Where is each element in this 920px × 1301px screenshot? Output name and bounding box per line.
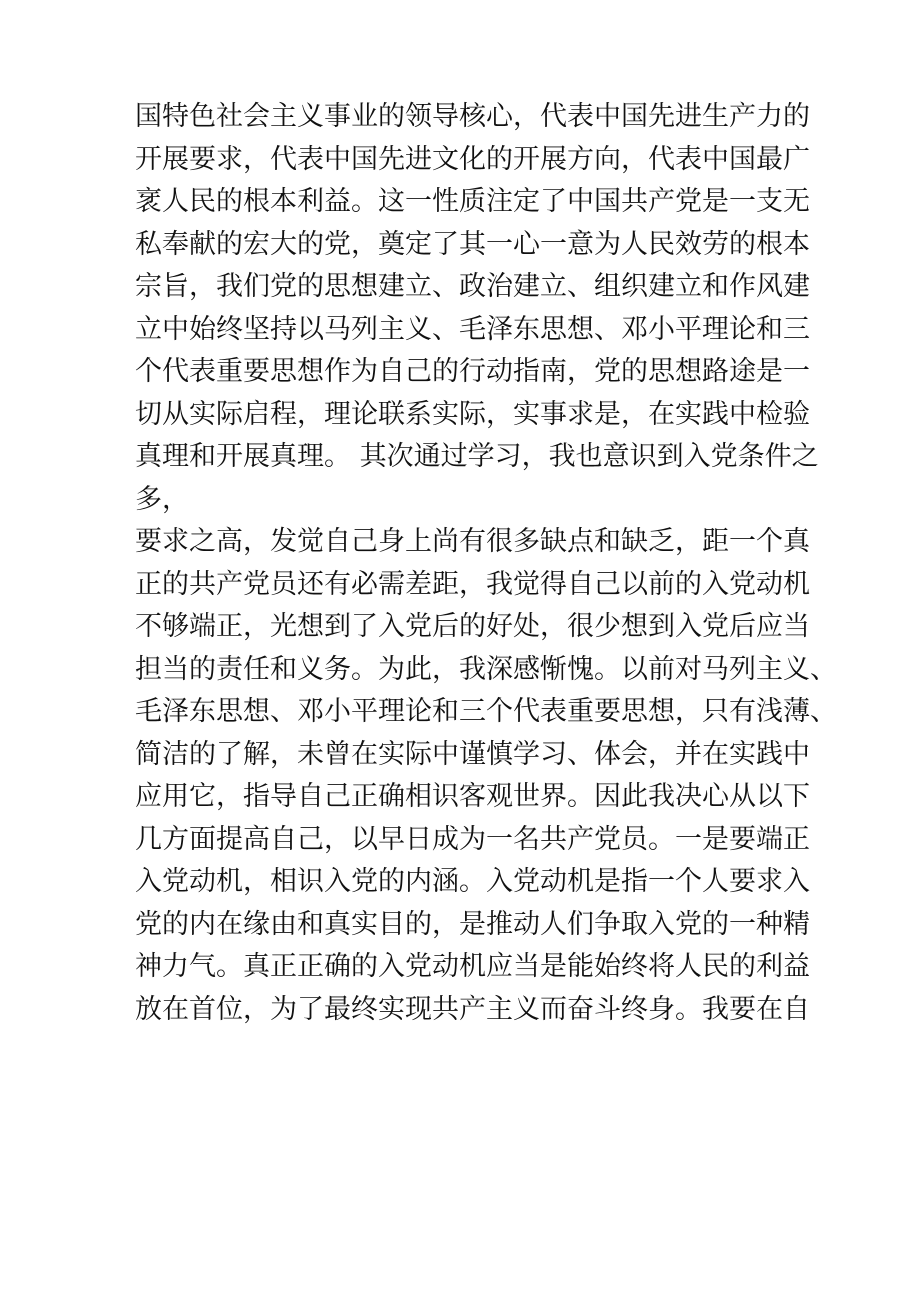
text-line: 宗旨，我们党的思想建立、政治建立、组织建立和作风建 <box>135 271 810 302</box>
text-line: 国特色社会主义事业的领导核心，代表中国先进生产力的 <box>135 101 810 132</box>
text-line: 几方面提高自己，以早日成为一名共产党员。一是要端正 <box>135 823 810 855</box>
text-line: 正的共产党员还有必需差距，我觉得自己以前的入党动机 <box>135 568 810 600</box>
text-line: 毛泽东思想、邓小平理论和三个代表重要思想，只有浅薄、 <box>135 696 837 727</box>
body-text <box>135 96 835 1031</box>
text-line: 私奉献的宏大的党，奠定了其一心一意为人民效劳的根本 <box>135 228 810 260</box>
text-line: 切从实际启程，理论联系实际，实事求是，在实践中检验 <box>135 398 810 430</box>
text-line: 担当的责任和义务。为此，我深感惭愧。以前对马列主义、 <box>135 653 837 685</box>
text-line: 党的内在缘由和真实目的，是推动人们争取入党的一种精 <box>135 908 810 940</box>
text-line: 要求之高，发觉自己身上尚有很多缺点和缺乏，距一个真 <box>135 526 810 557</box>
text-line: 简洁的了解，未曾在实际中谨慎学习、体会，并在实践中 <box>135 738 810 770</box>
text-line: 不够端正，光想到了入党后的好处，很少想到入党后应当 <box>135 611 810 642</box>
text-line: 立中始终坚持以马列主义、毛泽东思想、邓小平理论和三 <box>135 313 810 345</box>
text-line: 开展要求，代表中国先进文化的开展方向，代表中国最广 <box>135 143 810 175</box>
text-line: 真理和开展真理。 其次通过学习，我也意识到入党条件之 <box>135 441 819 472</box>
text-line: 入党动机，相识入党的内涵。入党动机是指一个人要求入 <box>135 866 810 897</box>
text-line: 应用它，指导自己正确相识客观世界。因此我决心从以下 <box>135 781 810 812</box>
text-line: 神力气。真正正确的入党动机应当是能始终将人民的利益 <box>135 951 810 982</box>
text-line: 多， <box>135 483 189 515</box>
text-line: 衺人民的根本利益。这一性质注定了中国共产党是一支无 <box>135 186 810 217</box>
text-line: 个代表重要思想作为自己的行动指南，党的思想路途是一 <box>135 356 810 387</box>
text-line: 放在首位，为了最终实现共产主义而奋斗终身。我要在自 <box>135 993 810 1025</box>
